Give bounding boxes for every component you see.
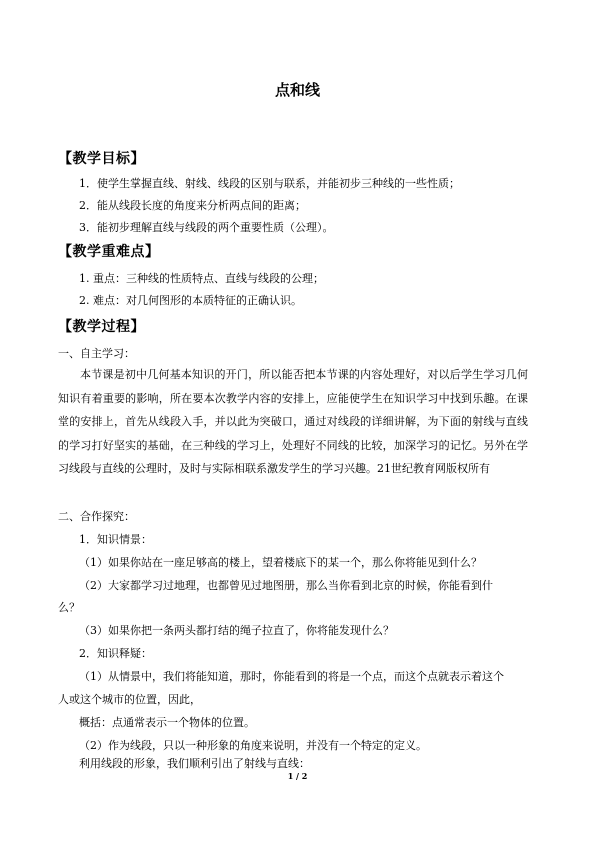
page-number: 1 / 2: [287, 771, 308, 781]
key-point-item: 2. 难点：对几何图形的本质特征的正确认识。: [79, 294, 302, 307]
key-point-item: 1. 重点：三种线的性质特点、直线与线段的公理；: [79, 272, 324, 285]
section-heading-process: 【教学过程】: [58, 319, 145, 335]
section-heading-objectives: 【教学目标】: [58, 151, 145, 167]
objective-item: 3．能初步理解直线与线段的两个重要性质（公理）。: [79, 221, 334, 234]
part-title-cooperation: 二、合作探究：: [58, 510, 135, 523]
section-heading-key-points: 【教学重难点】: [58, 244, 160, 260]
explanation-lead: 利用线段的形象，我们顺利引出了射线与直线：: [79, 757, 310, 770]
part-title-self-study: 一、自主学习：: [58, 347, 135, 360]
explanation-answer: （2）作为线段，只以一种形象的角度来说明，并没有一个特定的定义。: [79, 739, 427, 752]
scenario-question: （2）大家都学习过地理，也都曾见过地图册，那么当你看到北京的时候，你能看到什: [79, 579, 493, 592]
scenario-question: （1）如果你站在一座足够高的楼上，望着楼底下的某一个，那么你将能见到什么？: [79, 556, 482, 569]
explanation-summary: 概括：点通常表示一个物体的位置。: [79, 716, 255, 729]
self-study-paragraph: 本节课是初中几何基本知识的开门，所以能否把本节课的内容处理好，对以后学生学习几何知识有着重要的影响，所在要本次教学内容的安排上，应能使学生在知识学习中找到乐趣。在课堂的安排上，首先从线段入手，并以此为突破口，通过对线段的详细讲解，为下面的射线与直线的学习打好坚实的基础，在三种线的学习上，处理好不同线的比较，加深学习的记忆。另外在学习线段与直线的公理时，及时与实际相联系激发学生的学习兴趣。21世纪教育网版权所有: [58, 368, 528, 475]
scenario-question: （3）如果你把一条两头都打结的绳子拉直了，你将能发现什么？: [79, 624, 394, 637]
objective-item: 2．能从线段长度的角度来分析两点间的距离；: [79, 199, 306, 212]
explanation-answer: （1）从情景中，我们将能知道，那时，你能看到的将是一个点，而这个点就表示着这个: [79, 670, 504, 683]
document-title: 点和线: [274, 81, 320, 99]
explanation-answer-continued: 人或这个城市的位置，因此，: [58, 693, 201, 706]
subsection-title-scenario: 1．知识情景：: [79, 533, 152, 546]
subsection-title-explanation: 2．知识释疑：: [79, 647, 152, 660]
objective-item: 1．使学生掌握直线、射线、线段的区别与联系，并能初步三种线的一些性质；: [79, 177, 460, 190]
scenario-question-continued: 么？: [58, 601, 80, 614]
